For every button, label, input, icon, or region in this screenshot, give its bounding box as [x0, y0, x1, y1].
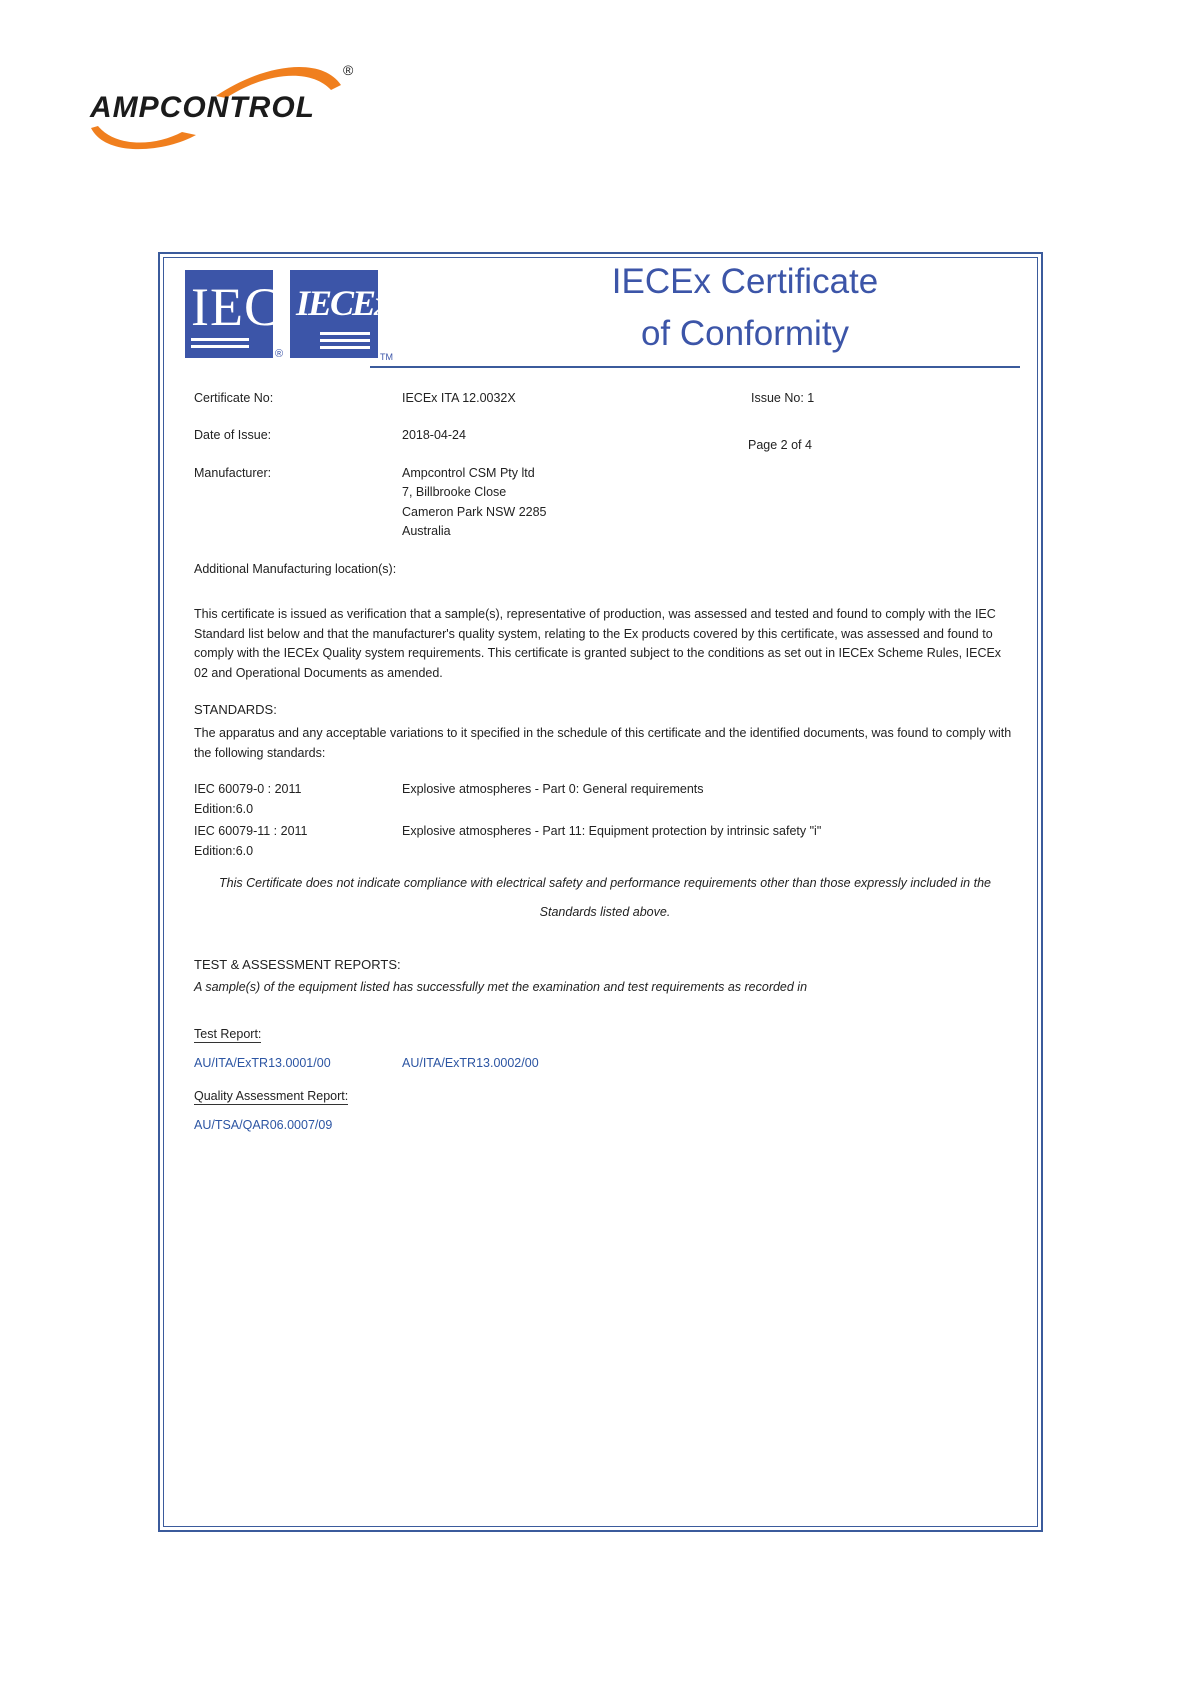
quality-report-label: Quality Assessment Report: — [194, 1089, 349, 1103]
disclaimer-line1 — [194, 876, 1016, 890]
registered-mark: ® — [343, 62, 354, 78]
date-label: Date of Issue: — [194, 428, 272, 442]
disclaimer-text: This Certificate — [219, 876, 306, 890]
iec-logo — [185, 270, 281, 358]
manufacturer-country: Australia — [402, 524, 451, 538]
standard-description: Explosive atmospheres - Part 0: General requirements — [402, 782, 704, 796]
ampcontrol-logo — [86, 60, 368, 160]
standards-heading: STANDARDS: — [194, 702, 277, 717]
date-value: 2018-04-24 — [402, 428, 466, 442]
disclaimer-line2: Standards listed above. — [539, 905, 671, 919]
certificate-title-line1: IECEx Certificate — [611, 262, 879, 301]
ampcontrol-wordmark: AMPCONTROL — [90, 91, 315, 124]
disclaimer-emphasis: does not — [305, 876, 354, 890]
test-report-label: Test Report: — [194, 1027, 262, 1041]
standards-intro: The apparatus and any acceptable variations to it specified in the schedule of this certificate and the identified documents, was found to comply with the following standards: — [194, 726, 1012, 760]
manufacturer-label: Manufacturer: — [194, 466, 272, 480]
iec-logo-text: IEC — [191, 277, 281, 337]
cert-no-value: IECEx ITA 12.0032X — [402, 391, 516, 405]
test-report-link[interactable]: AU/ITA/ExTR13.0002/00 — [402, 1056, 539, 1070]
disclaimer-text: indicate compliance with electrical safety and performance requirements other than those expressly included in the — [353, 876, 991, 890]
certificate-frame-inner — [163, 257, 1038, 1527]
issue-no: Issue No: 1 — [751, 391, 815, 405]
test-report-link[interactable]: AU/ITA/ExTR13.0001/00 — [194, 1056, 331, 1070]
iecex-logo-bar — [320, 346, 370, 349]
ampcontrol-swoosh-icon — [86, 60, 368, 160]
reports-heading: TEST & ASSESSMENT REPORTS: — [194, 957, 401, 972]
iecex-logo-text: IECEx — [296, 283, 391, 323]
manufacturer-name: Ampcontrol CSM Pty ltd — [402, 466, 535, 480]
manufacturer-address: 7, Billbrooke Close — [402, 485, 507, 499]
iecex-logo-bar — [320, 339, 370, 342]
iecex-logo-bar — [320, 332, 370, 335]
additional-location-label: Additional Manufacturing location(s): — [194, 562, 397, 576]
standard-edition: Edition:6.0 — [194, 844, 254, 858]
verification-paragraph: This certificate is issued as verification that a sample(s), representative of production, was assessed and tested and found to comply with the IEC Standard list below and that the manufacturer's quality system, relating to the Ex products covered by this certificate, was assessed and found to comply with the IECEx Quality system requirements. This certificate is granted subject to the conditions as set out in IECEx Scheme Rules, IECEx 02 and Operational Documents as amended. — [194, 607, 1002, 680]
iec-logo-bar — [191, 345, 249, 348]
standard-code: IEC 60079-11 : 2011 — [194, 824, 308, 838]
reports-intro: A sample(s) of the equipment listed has successfully met the examination and test requirements as recorded in — [194, 980, 808, 994]
standard-description: Explosive atmospheres - Part 11: Equipment protection by intrinsic safety "i" — [402, 824, 822, 838]
standard-edition: Edition:6.0 — [194, 802, 254, 816]
title-divider — [370, 366, 1020, 368]
quality-report-link[interactable]: AU/TSA/QAR06.0007/09 — [194, 1118, 333, 1132]
page-number: Page 2 of 4 — [748, 438, 812, 452]
cert-no-label: Certificate No: — [194, 391, 274, 405]
iec-registered-mark: ® — [275, 348, 284, 360]
iec-logo-bar — [191, 338, 249, 341]
manufacturer-address: Cameron Park NSW 2285 — [402, 505, 547, 519]
certificate-title-line2: of Conformity — [640, 314, 850, 353]
standard-code: IEC 60079-0 : 2011 — [194, 782, 302, 796]
iecex-trademark: TM — [380, 352, 393, 362]
